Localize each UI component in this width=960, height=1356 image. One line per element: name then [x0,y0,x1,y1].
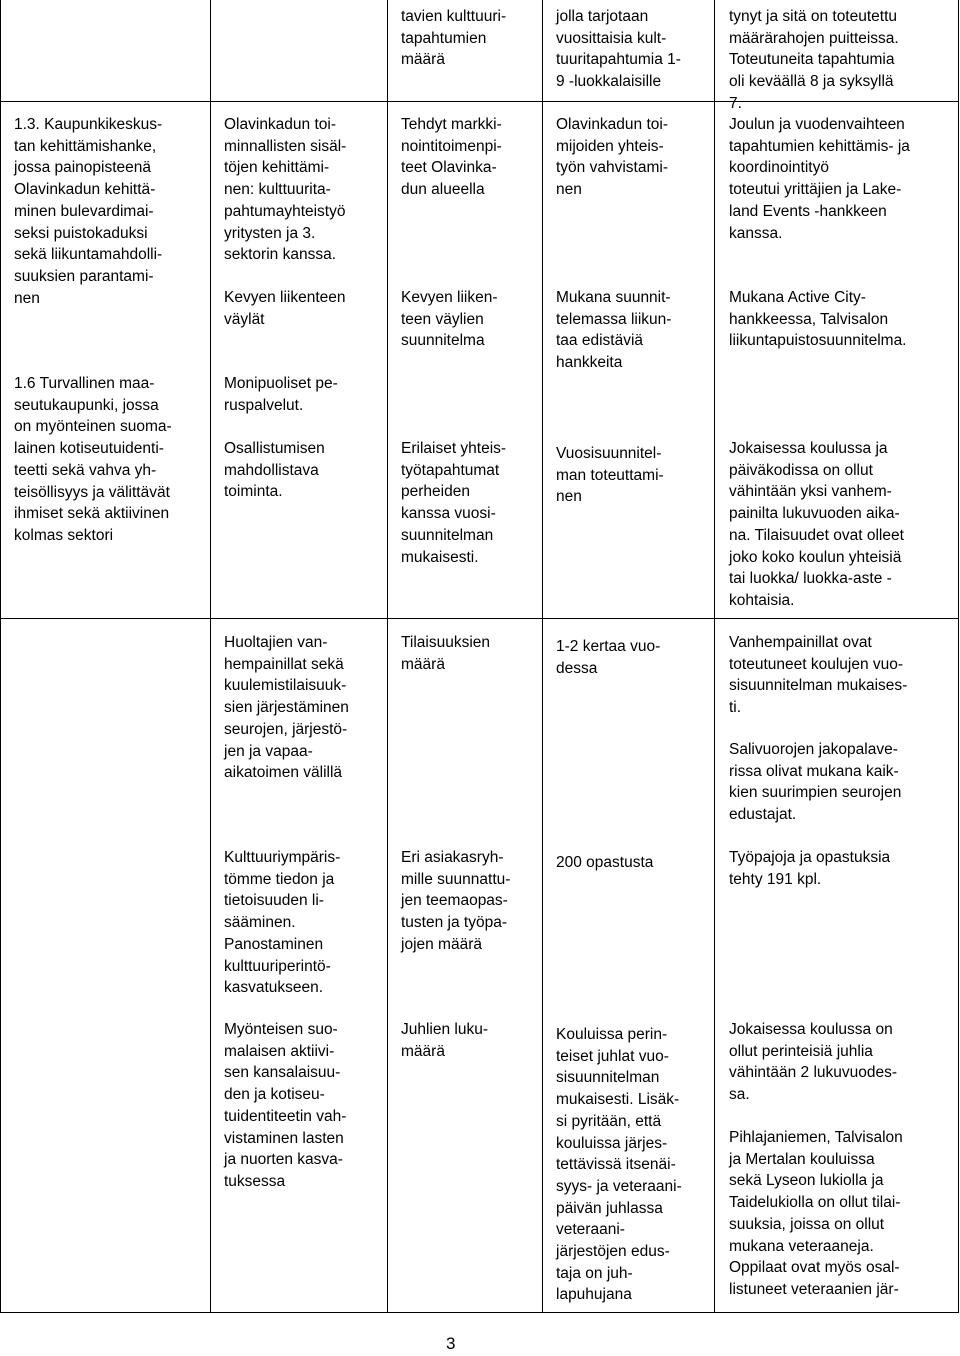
table-line-col1 [210,0,211,1313]
table-cell: Työpajoja ja opastuksia tehty 191 kpl. [729,849,891,888]
table-cell: Pihlajaniemen, Talvisalon ja Mertalan kouluissa sekä Lyseon lukiolla ja Taidelukiolla on ollut tilai- suuksia, joissa on ollut mukana veteraaneja. Oppilaat ovat myös osal- listuneet veteraanien jär- [729,1129,903,1298]
table-line-row-2 [0,618,959,619]
table-cell: tavien kulttuuri- tapahtumien määrä [401,8,507,69]
table-cell: Huoltajien van- hempainillat sekä kuulemistilaisuuk- sien järjestäminen seurojen, järjestö- jen ja vapaa- aikatoimen välillä [224,634,349,782]
table-cell: Monipuoliset pe- ruspalvelut. [224,375,338,414]
table-line-left [0,0,1,1313]
table-cell: tynyt ja sitä on toteutettu määrärahojen puitteissa. Toteutuneita tapahtumia oli keväällä 8 ja syksyllä 7. [729,8,899,112]
table-cell: Mukana Active City- hankkeessa, Talvisalon liikuntapuistosuunnitelma. [729,289,907,350]
table-cell: 1-2 kertaa vuo- dessa [556,638,661,677]
table-cell: 200 opastusta [556,854,654,871]
table-cell: Olavinkadun toi- mijoiden yhteis- työn vahvistami- nen [556,116,669,199]
table-cell: Eri asiakasryh- mille suunnattu- jen teemaopas- tusten ja työpa- jojen määrä [401,849,511,953]
table-line-col4 [714,0,715,1313]
table-cell: 1.3. Kaupunkikeskus- tan kehittämishanke, jossa painopisteenä Olavinkadun kehittä- minen bulevardimai- seksi puistokaduksi sekä liikuntamahdolli- suuksien parantami- nen [14,116,163,307]
table-cell: 1.6 Turvallinen maa- seutukaupunki, jossa on myönteinen suoma- lainen kotiseutuidenti- teetti sekä vahva yh- teisöllisyys ja välittävät ihmiset sekä aktiivinen kolmas sektori [14,375,172,544]
table-line-right [958,0,959,1313]
table-cell: Tehdyt markki- nointitoimenpi- teet Olavinka- dun alueella [401,116,502,199]
table-cell: Kulttuuriympäris- tömme tiedon ja tietoisuuden li- sääminen. Panostaminen kulttuuriperintö- kasvatukseen. [224,849,341,997]
table-cell: Joulun ja vuodenvaihteen tapahtumien kehittämis- ja koordinointityö toteutui yrittäjien ja Lake- land Events -hankkeen kanssa. [729,116,910,242]
table-cell: Osallistumisen mahdollistava toiminta. [224,440,325,501]
table-cell: Myönteisen suo- malaisen aktiivi- sen kansalaisuu- den ja kotiseu- tuidentiteetin vah- vistaminen lasten ja nuorten kasva- tuksessa [224,1021,347,1190]
table-line-bottom [0,1312,959,1313]
table-cell: Jokaisessa koulussa on ollut perinteisiä juhlia vähintään 2 lukuvuodes- sa. [729,1021,898,1104]
table-cell: Olavinkadun toi- minnallisten sisäl- töjen kehittämi- nen: kulttuurita- pahtumayhteistyö yritysten ja 3. sektorin kanssa. [224,116,347,264]
table-cell: Vuosisuunnitel- man toteuttami- nen [556,445,664,506]
table-cell: Mukana suunnit- telemassa liikun- taa edistäviä hankkeita [556,289,672,372]
table-cell: Kevyen liikenteen väylät [224,289,346,328]
table-cell: Jokaisessa koulussa ja päiväkodissa on ollut vähintään yksi vanhem- painilta lukuvuoden aika- na. Tilaisuudet ovat olleet joko koko koulun yhteisiä tai luokka/ luokka-aste - kohtaisia. [729,440,904,609]
table-line-col3 [542,0,543,1313]
page-number: 3 [446,1334,456,1353]
table-cell: jolla tarjotaan vuosittaisia kult- tuuritapahtumia 1- 9 -luokkalaisille [556,8,681,91]
table-cell: Juhlien luku- määrä [401,1021,489,1060]
table-cell: Tilaisuuksien määrä [401,634,491,673]
table-cell: Erilaiset yhteis- työtapahtumat perheiden kanssa vuosi- suunnitelman mukaisesti. [401,440,507,566]
table-line-col2 [387,0,388,1313]
table-cell: Vanhempainillat ovat toteutuneet koulujen vuo- sisuunnitelman mukaises- ti. [729,634,908,717]
table-cell: Salivuorojen jakopalave- rissa olivat mukana kaik- kien suurimpien seurojen edustajat. [729,741,902,824]
table-cell: Kouluissa perin- teiset juhlat vuo- sisuunnitelman mukaisesti. Lisäk- si pyritään, että kouluissa järjes- tettävissä itsenäi- syys- ja veteraani- päivän juhlassa veteraani- järjestöjen edus- taja on juh- lapuhujana [556,1026,682,1304]
table-cell: Kevyen liiken- teen väylien suunnitelma [401,289,498,350]
